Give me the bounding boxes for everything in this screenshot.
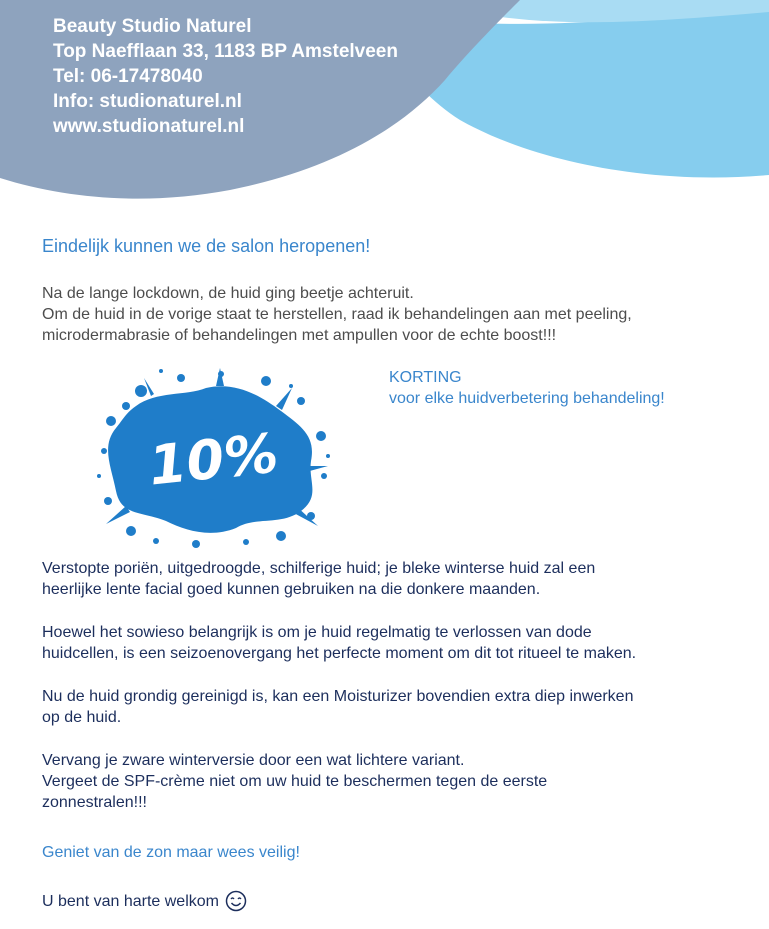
promo-text: [389, 367, 665, 409]
paragraph: Nu de huid grondig gereinigd is, kan een Moisturizer bovendien extra diep inwerken op de huid.: [42, 688, 634, 726]
intro-line: Om de huid in de vorige staat te herstellen, raad ik behandelingen aan met peeling,: [42, 306, 632, 323]
body-text: [42, 558, 732, 835]
smiley-icon: [225, 890, 247, 912]
paragraph: Hoewel het sowieso belangrijk is om je huid regelmatig te verlossen van dode huidcellen, is een seizoenovergang het perfecte moment om dit tot ritueel te maken.: [42, 624, 637, 662]
closing-line: Geniet van de zon maar wees veilig!: [42, 844, 300, 861]
discount-splash-image: [96, 366, 330, 550]
address: Top Naefflaan 33, 1183 BP Amstelveen: [53, 41, 398, 62]
welcome-line: [42, 890, 247, 912]
promo-title: KORTING: [389, 369, 462, 386]
info-email[interactable]: Info: studionaturel.nl: [53, 91, 242, 112]
intro-line: microdermabrasie of behandelingen met ampullen voor de echte boost!!!: [42, 327, 557, 344]
intro-line: Na de lange lockdown, de huid ging beetje achteruit.: [42, 285, 414, 302]
promo-subtitle: voor elke huidverbetering behandeling!: [389, 390, 665, 407]
welcome-text: U bent van harte welkom: [42, 892, 219, 910]
paragraph: Vervang je zware winterversie door een wat lichtere variant. Vergeet de SPF-crème niet om uw huid te beschermen tegen de eerste zonnestralen!!!: [42, 752, 548, 811]
header-banner: [0, 0, 769, 215]
paragraph: Verstopte poriën, uitgedroogde, schilferige huid; je bleke winterse huid zal een heerlijke lente facial goed kunnen gebruiken na die donkere maanden.: [42, 560, 596, 598]
contact-info: [53, 14, 398, 139]
discount-badge: 10%: [145, 421, 282, 498]
business-name: Beauty Studio Naturel: [53, 16, 252, 37]
page-title: Eindelijk kunnen we de salon heropenen!: [42, 236, 371, 256]
intro-text: [42, 283, 732, 346]
phone[interactable]: Tel: 06-17478040: [53, 66, 203, 87]
website-link[interactable]: www.studionaturel.nl: [53, 116, 245, 137]
